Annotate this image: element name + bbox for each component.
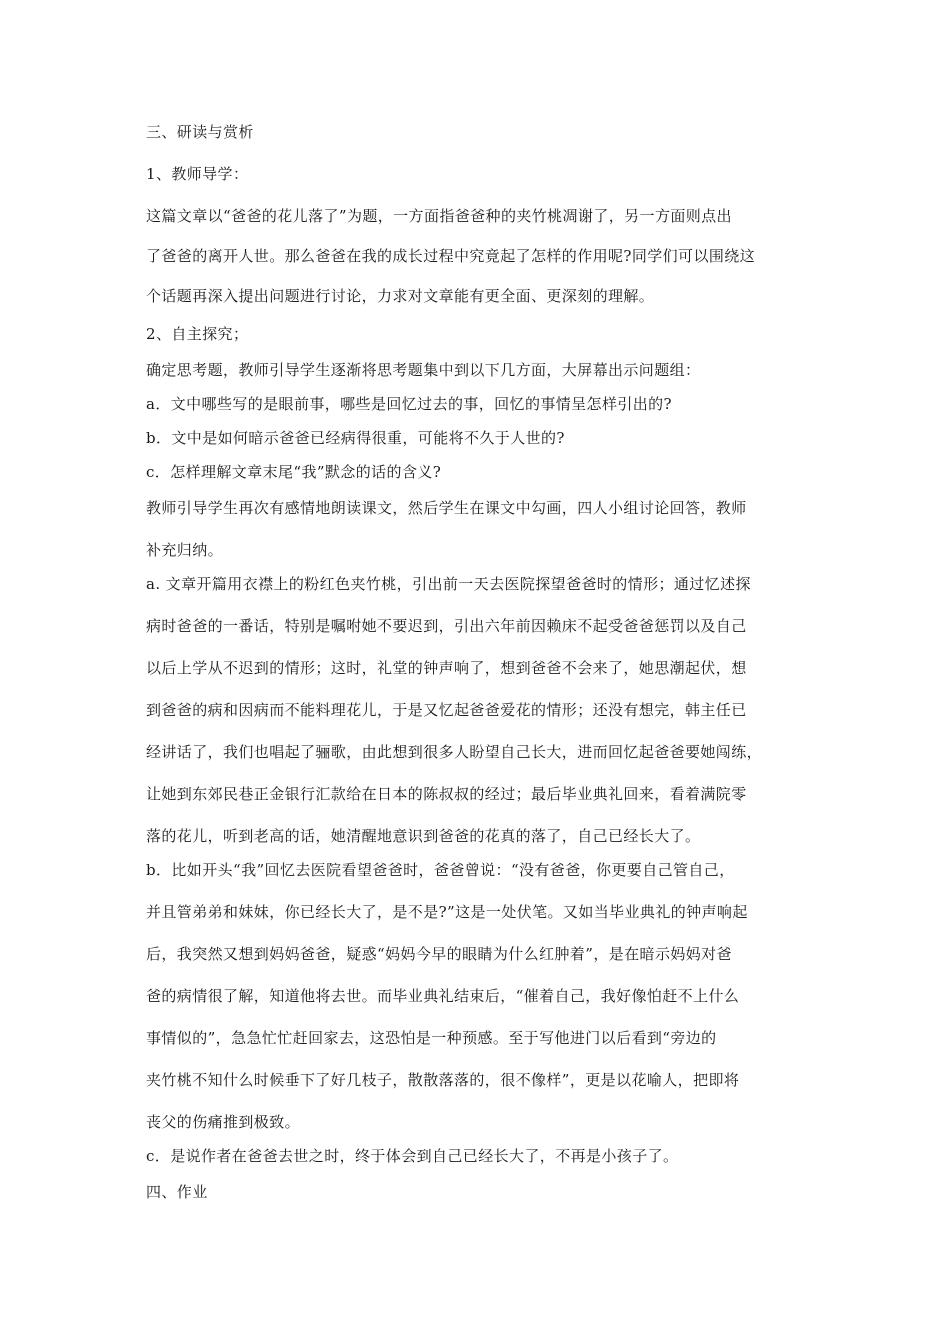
answer-line: 到爸爸的病和因病而不能料理花儿，于是又忆起爸爸爱花的情形；还没有想完，韩主任已 (146, 701, 747, 719)
paragraph-line: 教师引导学生再次有感情地朗读课文，然后学生在课文中勾画，四人小组讨论回答，教师 (146, 499, 747, 517)
answer-line: 事情似的”，急急忙忙赶回家去，这恐怕是一种预感。至于写他进门以后看到“旁边的 (146, 1029, 717, 1047)
answer-line: 让她到东郊民巷正金银行汇款给在日本的陈叔叔的经过；最后毕业典礼回来，看着满院零 (146, 785, 747, 803)
paragraph-line: 确定思考题，教师引导学生逐渐将思考题集中到以下几方面，大屏幕出示问题组： (146, 361, 701, 379)
question-item: b．文中是如何暗示爸爸已经病得很重，可能将不久于人世的? (146, 429, 565, 447)
paragraph-line: 这篇文章以“爸爸的花儿落了”为题，一方面指爸爸种的夹竹桃凋谢了，另一方面则点出 (146, 207, 732, 225)
paragraph-line: 个话题再深入提出问题进行讨论，力求对文章能有更全面、更深刻的理解。 (146, 287, 655, 305)
answer-line: 后，我突然又想到妈妈爸爸，疑惑“妈妈今早的眼睛为什么红肿着”，是在暗示妈妈对爸 (146, 945, 732, 963)
section-heading: 三、研读与赏析 (146, 123, 254, 141)
paragraph-line: 补充归纳。 (146, 541, 224, 559)
answer-line: 落的花儿，听到老高的话，她清醒地意识到爸爸的花真的落了，自己已经长大了。 (146, 827, 701, 845)
section-heading: 四、作业 (146, 1183, 208, 1201)
answer-line: 病时爸爸的一番话，特别是嘱咐她不要迟到，引出六年前因赖床不起受爸爸惩罚以及自己 (146, 617, 747, 635)
answer-line: c．是说作者在爸爸去世之时，终于体会到自己已经长大了，不再是小孩子了。 (146, 1147, 679, 1165)
question-item: a．文中哪些写的是眼前事，哪些是回忆过去的事，回忆的事情呈怎样引出的? (146, 395, 672, 413)
answer-line: 以后上学从不迟到的情形；这时，礼堂的钟声响了，想到爸爸不会来了，她思潮起伏，想 (146, 659, 747, 677)
answer-line: b．比如开头“我”回忆去医院看望爸爸时，爸爸曾说：“没有爸爸，你更要自己管自己， (146, 861, 735, 879)
answer-line: 并且管弟弟和妹妹，你已经长大了，是不是?”这是一处伏笔。又如当毕业典礼的钟声响起 (146, 903, 748, 921)
answer-line: 经讲话了，我们也唱起了骊歌，由此想到很多人盼望自己长大，进而回忆起爸爸要她闯练， (146, 743, 763, 761)
subsection-heading: 2、自主探究； (146, 325, 249, 343)
answer-line: 爸的病情很了解，知道他将去世。而毕业典礼结束后，“催着自己，我好像怕赶不上什么 (146, 987, 740, 1005)
question-item: c．怎样理解文章末尾“我”默念的话的含义? (146, 463, 442, 481)
answer-line: 夹竹桃不知什么时候垂下了好几枝子，散散落落的，很不像样”，更是以花喻人，把即将 (146, 1071, 740, 1089)
answer-line: a. 文章开篇用衣襟上的粉红色夹竹桃，引出前一天去医院探望爸爸时的情形；通过忆述探 (146, 575, 751, 593)
answer-line: 丧父的伤痛推到极致。 (146, 1113, 301, 1131)
subsection-heading: 1、教师导学： (146, 165, 249, 183)
paragraph-line: 了爸爸的离开人世。那么爸爸在我的成长过程中究竟起了怎样的作用呢?同学们可以围绕这 (146, 247, 756, 265)
